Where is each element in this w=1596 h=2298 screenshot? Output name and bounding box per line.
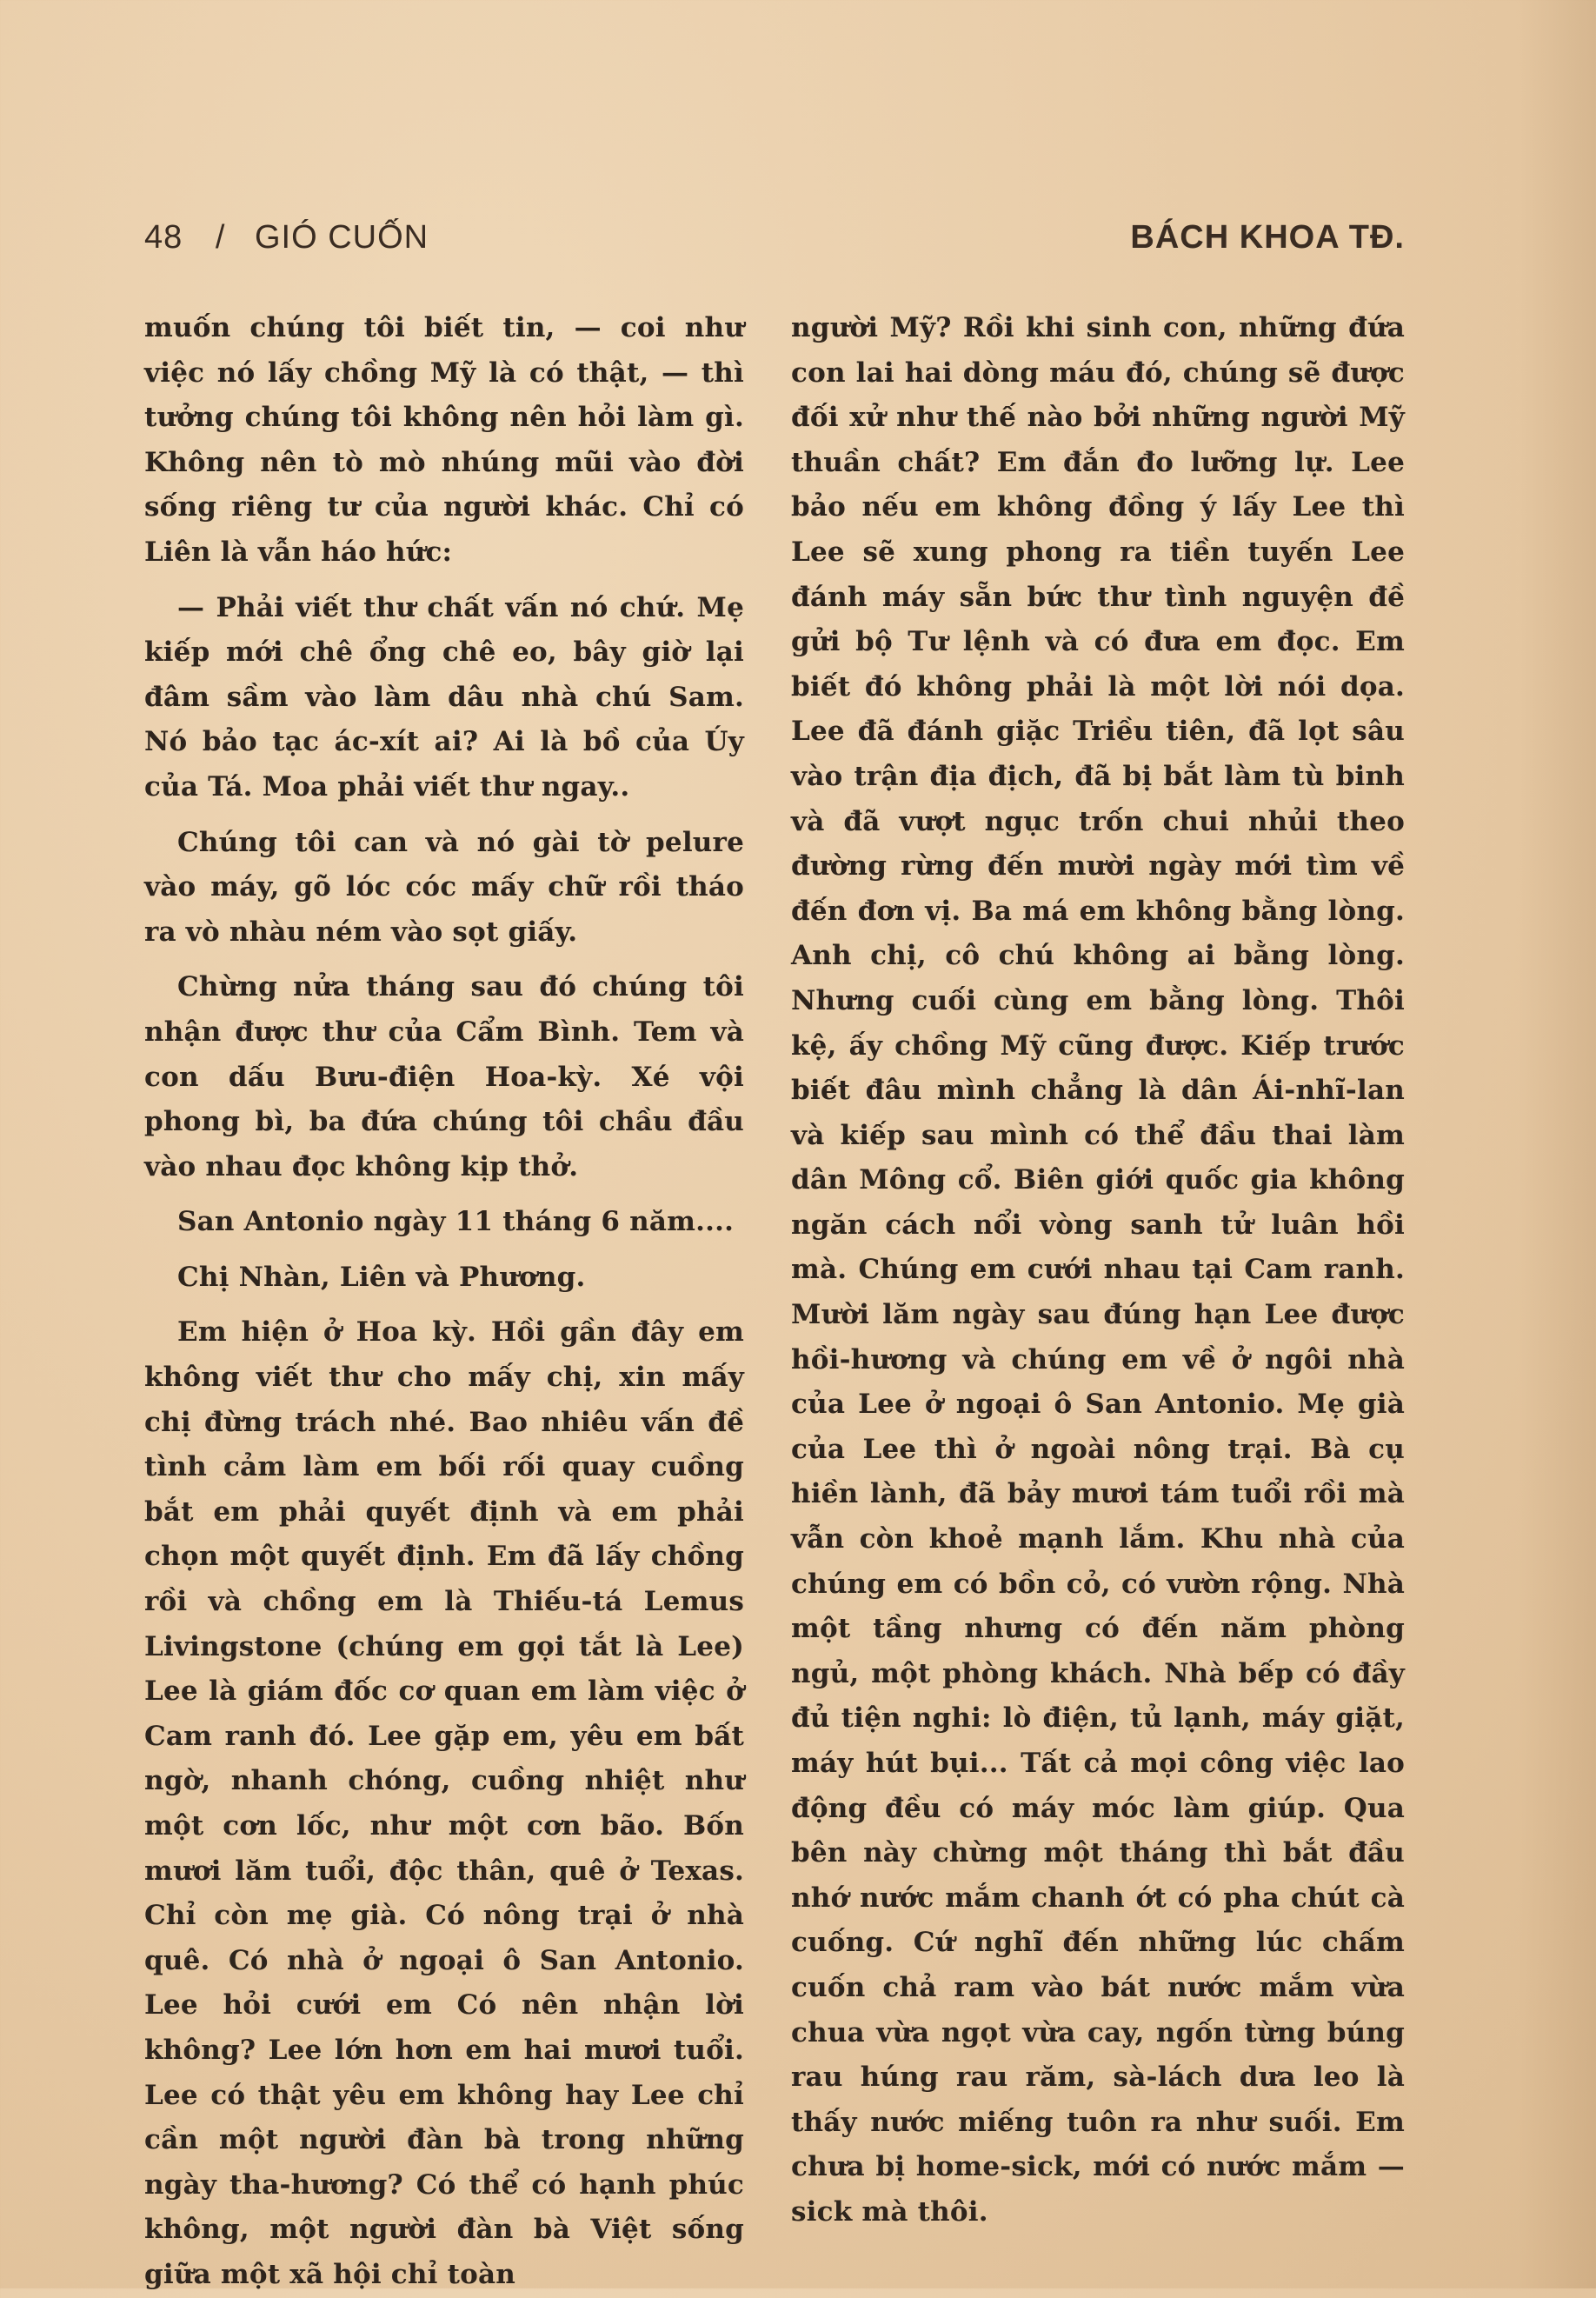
paragraph: Em hiện ở Hoa kỳ. Hồi gần đây em không viết thư cho mấy chị, xin mấy chị đừng trách nhé. Bao nhiêu vấn đề tình cảm làm em bối rối quay cuồng bắt em phải quyết định và em phải chọn một quyết định. Em đã lấy chồng rồi và chồng em là Thiếu-tá Lemus Livingstone (chúng em gọi tắt là Lee) Lee là giám đốc cơ quan em làm việc ở Cam ranh đó. Lee gặp em, yêu em bất ngờ, nhanh chóng, cuồng nhiệt như một cơn lốc, như một cơn bão. Bốn mươi lăm tuổi, độc thân, quê ở Texas. Chỉ còn mẹ già. Có nông trại ở nhà quê. Có nhà ở ngoại ô San Antonio. Lee hỏi cưới em Có nên nhận lời không? Lee lớn hơn em hai mươi tuổi. Lee có thật yêu em không hay Lee chỉ cần một người đàn bà trong những ngày tha-hương? Có thể có hạnh phúc không, một người đàn bà Việt sống giữa một xã hội chỉ toàn <box>144 1316 744 2290</box>
header-separator: / <box>215 219 226 256</box>
letter-salutation: Chị Nhàn, Liên và Phương. <box>177 1261 586 1293</box>
section-title: GIÓ CUỐN <box>254 219 429 256</box>
text-column-left <box>144 306 744 2298</box>
paragraph: — Phải viết thư chất vấn nó chứ. Mẹ kiếp mới chê ổng chê eo, bây giờ lại đâm sầm vào làm dâu nhà chú Sam. Nó bảo tạc ác-xít ai? Ai là bồ của Úy của Tá. Moa phải viết thư ngay.. <box>144 591 744 803</box>
paragraph: người Mỹ? Rồi khi sinh con, những đứa con lai hai dòng máu đó, chúng sẽ được đối xử như thế nào bởi những người Mỹ thuần chất? Em đắn đo lưỡng lự. Lee bảo nếu em không đồng ý lấy Lee thì Lee sẽ xung phong ra tiền tuyến Lee đánh máy sẵn bức thư tình nguyện đề gửi bộ Tư lệnh và có đưa em đọc. Em biết đó không phải là một lời nói dọa. Lee đã đánh giặc Triều tiên, đã lọt sâu vào trận địa địch, đã bị bắt làm tù binh và đã vượt ngục trốn chui nhủi theo đường rừng đến mười ngày mới tìm về đến đơn vị. Ba má em không bằng lòng. Anh chị, cô chú không ai bằng lòng. Nhưng cuối cùng em bằng lòng. Thôi kệ, ấy chồng Mỹ cũng được. Kiếp trước biết đâu mình chẳng là dân Ái-nhĩ-lan và kiếp sau mình có thể đầu thai làm dân Mông cổ. Biên giới quốc gia không ngăn cách nổi vòng sanh tử luân hồi mà. Chúng em cưới nhau tại Cam ranh. Mười lăm ngày sau đúng hạn Lee được hồi-hương và chúng em về ở ngôi nhà của Lee ở ngoại ô San Antonio. Mẹ già của Lee thì ở ngoài nông trại. Bà cụ hiền lành, đã bảy mươi tám tuổi rồi mà vẫn còn khoẻ mạnh lắm. Khu nhà của chúng em có bồn cỏ, có vườn rộng. Nhà một tầng nhưng có đến năm phòng ngủ, một phòng khách. Nhà bếp có đầy đủ tiện nghi: lò điện, tủ lạnh, máy giặt, máy hút bụi... Tất cả mọi công việc lao động đều có máy móc làm giúp. Qua bên này chừng một tháng thì bắt đầu nhớ nước mắm chanh ớt có pha chút cà cuống. Cứ nghĩ đến những lúc chấm cuốn chả ram vào bát nước mắm vừa chua vừa ngọt vừa cay, ngốn từng búng rau húng rau răm, sà-lách dưa leo là thấy nước miếng tuôn ra như suối. Em chưa bị home-sick, mới có nước mắm — sick mà thôi. <box>791 312 1405 2228</box>
page-number: 48 <box>144 219 183 256</box>
page-edge-shadow <box>1518 0 1596 2288</box>
paragraph: Chúng tôi can và nó gài tờ pelure vào máy, gõ lóc cóc mấy chữ rồi tháo ra vò nhàu ném vào sọt giấy. <box>144 826 744 948</box>
text-column-right <box>791 306 1405 2235</box>
paragraph: Chừng nửa tháng sau đó chúng tôi nhận được thư của Cẩm Bình. Tem và con dấu Bưu-điện Hoa-kỳ. Xé vội phong bì, ba đứa chúng tôi chầu đầu vào nhau đọc không kịp thở. <box>144 971 744 1182</box>
header-left <box>144 219 429 256</box>
journal-title: BÁCH KHOA TĐ. <box>1130 219 1405 256</box>
letter-dateline: San Antonio ngày 11 tháng 6 năm.... <box>177 1206 735 1238</box>
paragraph: muốn chúng tôi biết tin, — coi như việc nó lấy chồng Mỹ là có thật, — thì tưởng chúng tôi không nên hỏi làm gì. Không nên tò mò nhúng mũi vào đời sống riêng tư của người khác. Chỉ có Liên là vẫn háo hức: <box>144 312 744 568</box>
page-header <box>144 219 1405 271</box>
